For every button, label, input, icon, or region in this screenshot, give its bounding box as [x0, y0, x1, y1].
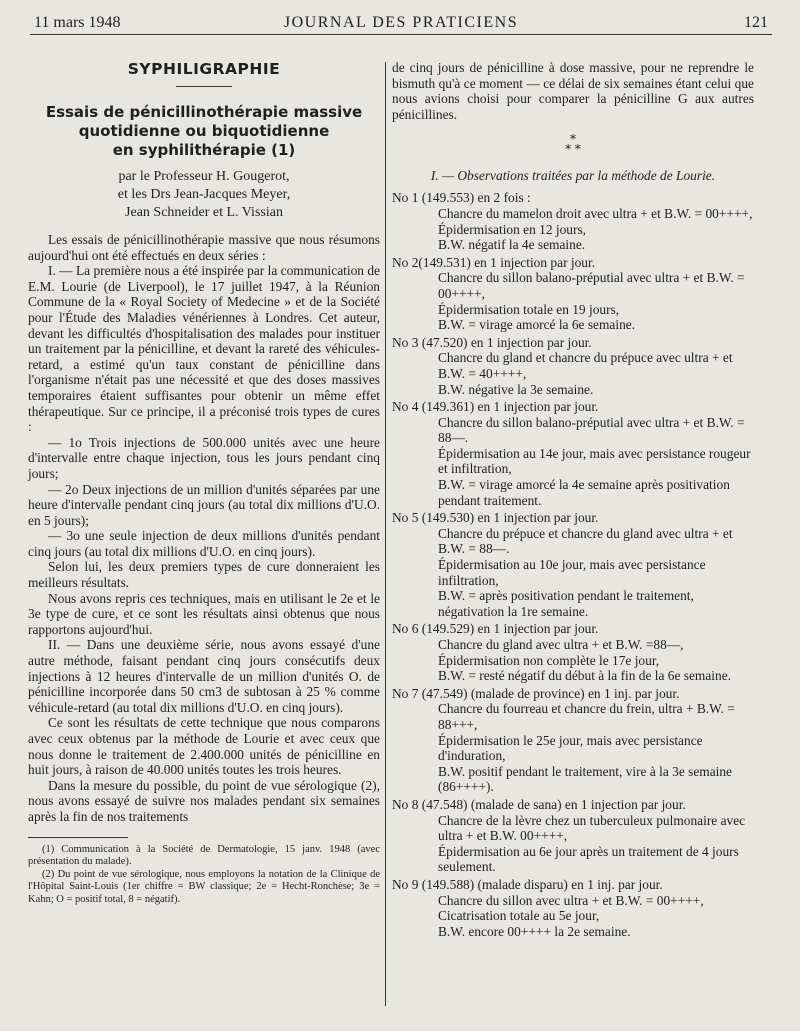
observation-item	[392, 335, 754, 397]
observation-detail: Cicatrisation totale au 5e jour,	[438, 908, 600, 924]
observation-detail: B.W. positif pendant le traitement, vire à la 3e semaine (86++++).	[438, 763, 733, 795]
observations-heading: I. — Observations traitées par la méthode de Lourie.	[430, 168, 716, 184]
paragraph: Les essais de pénicillinothérapie massive que nous résumons aujourd'hui ont été effectués en deux séries :	[28, 232, 380, 263]
observation-detail: Épidermisation au 10e jour, mais avec persistance infiltration,	[438, 557, 706, 588]
byline-line-2: et les Drs Jean-Jacques Meyer,	[117, 187, 291, 202]
observation-detail: Épidermisation au 14e jour, mais avec persistance rougeur et infiltration,	[438, 445, 751, 477]
observation-detail: Chancre du mamelon droit avec ultra + et B.W. = 00++++,	[438, 205, 753, 221]
observation-head: No 5 (149.530) en 1 injection par jour.	[392, 510, 599, 526]
paragraph: — 2o Deux injections de un million d'unités séparées par une heure d'intervalle pendant cinq jours (au total dix millions d'U.O. en 5 jours);	[28, 481, 380, 528]
observation-head: No 8 (47.548) (malade de sana) en 1 injection par jour.	[392, 796, 686, 812]
title-line-2: quotidienne ou biquotidienne	[78, 122, 330, 140]
observation-detail: Chancre du gland avec ultra + et B.W. =88—,	[438, 637, 684, 652]
observations-list	[392, 190, 754, 939]
observation-detail: Chancre du sillon avec ultra + et B.W. = 00++++,	[438, 892, 704, 908]
observation-item	[392, 255, 754, 333]
observation-detail: Chancre du gland et chancre du prépuce avec ultra + et B.W. = 40++++,	[438, 350, 733, 381]
observation-detail: B.W. = après positivation pendant le traitement, négativation la 1re semaine.	[438, 588, 694, 619]
paragraph: Nous avons repris ces techniques, mais en utilisant le 2e et le 3e type de cure, et ce sont les résultats ainsi obtenus que nous rapportons aujourd'hui.	[28, 590, 380, 637]
paragraph: de cinq jours de pénicilline à dose massive, pour ne reprendre le bismuth qu'à ce moment — ce délai de six semaines étant celui que nous avions choisi pour comparer la pénicilline G aux autres pénicillines.	[392, 60, 754, 122]
observation-detail: Épidermisation le 25e jour, mais avec persistance d'induration,	[438, 732, 703, 764]
journal-name: JOURNAL DES PRATICIENS	[283, 14, 519, 31]
footnote: (1) Communication à la Société de Dermatologie, 15 janv. 1948 (avec présentation du malade).	[28, 843, 380, 868]
observation-item	[392, 797, 754, 875]
observation-detail: Chancre du fourreau et chancre du frein, ultra + B.W. = 88+++,	[438, 701, 735, 732]
star-bottom: * *	[565, 142, 581, 157]
observation-detail: Épidermisation en 12 jours,	[438, 221, 587, 237]
paragraph: Ce sont les résultats de cette technique que nous comparons avec ceux obtenus par la méthode de Lourie et avec ceux que nous donne le traitement de 2.400.000 unités de pénicilline en huit jours, à raison de 40.000 unités toutes les trois heures.	[28, 715, 380, 778]
observation-detail: B.W. négative la 3e semaine.	[438, 381, 594, 397]
byline	[28, 168, 380, 222]
section-title: SYPHILIGRAPHIE	[127, 60, 281, 78]
observation-item	[392, 686, 754, 795]
title-line-3: en syphilithérapie (1)	[112, 141, 296, 159]
footnote-rule	[28, 837, 128, 838]
observation-item	[392, 621, 754, 683]
observation-item	[392, 190, 754, 252]
observation-item	[392, 399, 754, 508]
observation-detail: B.W. = virage amorcé la 6e semaine.	[438, 317, 636, 333]
issue-date: 11 mars 1948	[34, 14, 121, 31]
paragraph: I. — La première nous a été inspirée par la communication de E.M. Lourie (de Liverpool), le 17 juillet 1947, à la Réunion Commune de la « Royal Society of Medecine » et de la Société pour l'Étude des Maladies vénériennes à Londres. Cet auteur, devant les difficultés d'hospitalisation des malades pour instituer un traitement par la pénicilline, et devant la rareté des véhicules-retard, a estimé qu'un taux constant de pénicilline dans l'organisme n'était pas une nécessité et que des doses massives temporaires étaient suffisantes pour obtenir un même effet thérapeutique. Sur ce principe, il a préconisé trois types de cures :	[28, 263, 380, 435]
paragraph: Dans la mesure du possible, du point de vue sérologique (2), nous avons essayé de suivre nos malades pendant six semaines après la fin de nos traitements	[28, 777, 380, 824]
article-title	[28, 103, 380, 160]
observation-detail: Chancre du sillon balano-préputial avec ultra + et B.W. = 88—.	[438, 414, 745, 446]
observation-detail: Chancre du prépuce et chancre du gland avec ultra + et B.W. = 88—.	[438, 525, 733, 557]
observation-head: No 6 (149.529) en 1 injection par jour.	[392, 621, 599, 637]
observation-detail: Épidermisation non complète le 17e jour,	[438, 652, 660, 668]
observation-detail: Chancre du sillon balano-préputial avec ultra + et B.W. = 00++++,	[438, 270, 745, 301]
paragraph: — 3o une seule injection de deux millions d'unités pendant cinq jours (au total dix millions d'U.O. en cinq jours).	[28, 528, 380, 559]
observation-head: No 1 (149.553) en 2 fois :	[392, 190, 531, 206]
page-number: 121	[744, 14, 768, 31]
section-rule	[176, 86, 232, 87]
observation-item	[392, 510, 754, 619]
observation-detail: Épidermisation totale en 19 jours,	[438, 301, 620, 317]
paragraph: II. — Dans une deuxième série, nous avons essayé d'une autre méthode, faisant pendant cinq jours consécutifs deux injections à 12 heures d'intervalle de un million d'unités O. de pénicilline incorporée dans 50 cm3 de subtosan à 25 % comme véhicule-retard (au total dix millions d'U.O. en cinq jours).	[28, 637, 380, 715]
observation-head: No 4 (149.361) en 1 injection par jour.	[392, 399, 599, 415]
paragraph: — 1o Trois injections de 500.000 unités avec une heure d'intervalle entre chaque injection, tous les jours pendant cinq jours;	[28, 434, 380, 481]
section-separator	[392, 132, 754, 157]
observation-head: No 2(149.531) en 1 injection par jour.	[392, 254, 596, 270]
page-header	[30, 8, 772, 35]
observation-detail: B.W. négatif la 4e semaine.	[438, 237, 586, 253]
footnote: (2) Du point de vue sérologique, nous employons la notation de la Clinique de l'Hôpital Saint-Louis (1er chiffre = BW classique; 2e = Hecht-Ronchèse; 3e = Kahn; O = positif total, 8 = négatif).	[28, 868, 380, 905]
observation-head: No 3 (47.520) en 1 injection par jour.	[392, 334, 592, 350]
byline-line-1: par le Professeur H. Gougerot,	[118, 169, 290, 184]
observation-head: No 9 (149.588) (malade disparu) en 1 inj. par jour.	[392, 876, 663, 892]
left-column	[28, 60, 380, 906]
right-column	[392, 60, 754, 941]
byline-line-3: Jean Schneider et L. Vissian	[125, 205, 283, 220]
paragraph: Selon lui, les deux premiers types de cure donneraient les meilleurs résultats.	[28, 559, 380, 591]
observation-head: No 7 (47.549) (malade de province) en 1 inj. par jour.	[392, 685, 680, 701]
observation-detail: B.W. = resté négatif du début à la fin de la 6e semaine.	[438, 668, 731, 684]
observation-detail: Épidermisation au 6e jour après un traitement de 4 jours seulement.	[438, 843, 739, 875]
star-top: *	[570, 132, 576, 147]
column-divider	[385, 62, 386, 1006]
observation-detail: B.W. = virage amorcé la 4e semaine après positivation pendant traitement.	[438, 477, 730, 508]
title-line-1: Essais de pénicillinothérapie massive	[45, 103, 363, 121]
observation-detail: B.W. encore 00++++ la 2e semaine.	[438, 923, 631, 939]
observation-detail: Chancre de la lèvre chez un tuberculeux pulmonaire avec ultra + et B.W. 00++++,	[438, 812, 746, 844]
observation-item	[392, 877, 754, 939]
